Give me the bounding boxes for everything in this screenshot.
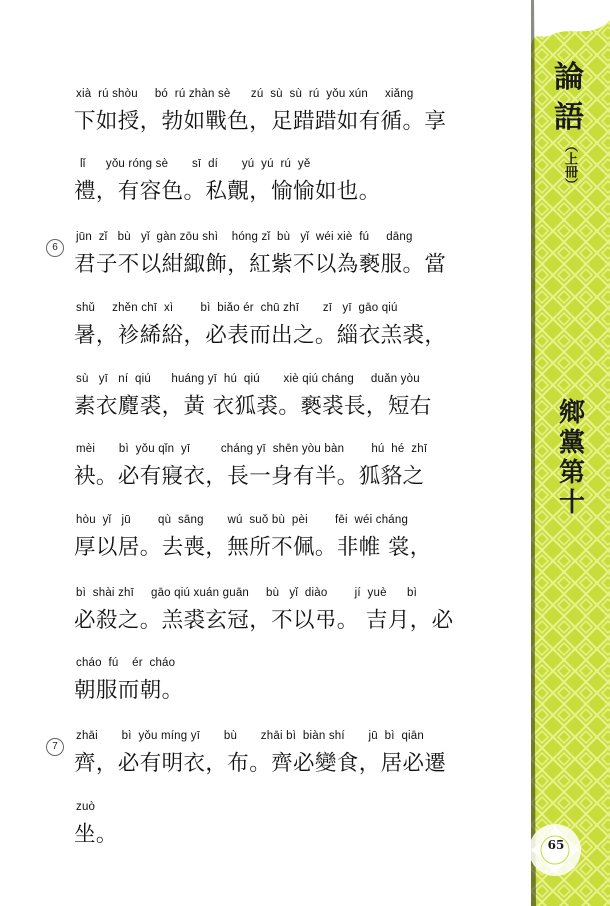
hanzi-line: 袂。必有寢衣，長一身有半。狐貉之 xyxy=(74,464,425,489)
hanzi-line: 厚以居。去喪，無所不佩。非帷 裳， xyxy=(74,535,432,560)
pinyin-line: mèi bì yǒu qǐn yī cháng yī shēn yòu bàn hú hé zhī xyxy=(76,443,428,455)
pinyin-line: shǔ zhěn chī xì bì biǎo ér chū zhī zī yī gāo qiú xyxy=(76,302,398,314)
chapter-char-4: 十 xyxy=(558,488,585,518)
chapter-char-2: 黨 xyxy=(558,428,585,458)
hanzi-line: 素衣麑裘，黃 衣狐裘。褻裘長，短右 xyxy=(74,394,432,419)
pinyin-line: lǐ yǒu róng sè sī dí yú yú rú yě xyxy=(80,158,311,170)
hanzi-line: 必殺之。羔裘玄冠，不以弔。 吉月，必 xyxy=(74,608,454,633)
section-marker-6: 6 xyxy=(46,239,64,257)
pinyin-line: cháo fú ér cháo xyxy=(76,657,176,669)
book-title-char-1: 論 xyxy=(554,60,584,95)
pinyin-line: jūn zǐ bù yǐ gàn zōu shì hóng zǐ bù yǐ wéi xiè fú dāng xyxy=(76,231,413,243)
section-marker-7: 7 xyxy=(46,738,64,756)
chapter-title xyxy=(554,398,590,518)
hanzi-line: 禮，有容色。私覿，愉愉如也。 xyxy=(74,179,381,204)
hanzi-line: 君子不以紺緅飾，紅紫不以為褻服。當 xyxy=(74,252,447,277)
hanzi-line: 暑，袗絺綌，必表而出之。緇衣羔裘， xyxy=(74,323,447,348)
pinyin-line: sù yī ní qiú huáng yī hú qiú xiè qiú cháng duǎn yòu xyxy=(76,373,420,385)
hanzi-line: 坐。 xyxy=(74,822,118,847)
chapter-char-3: 第 xyxy=(558,458,585,488)
hanzi-line: 朝服而朝。 xyxy=(74,678,184,703)
book-title-char-2: 語 xyxy=(554,100,584,135)
pinyin-line: xià rú shòu bó rú zhàn sè zú sù sù rú yǒu xún xiǎng xyxy=(76,88,414,100)
pinyin-line: zuò xyxy=(76,801,96,813)
pinyin-line: bì shài zhī gāo qiú xuán guān bù yǐ diào jí yuè bì xyxy=(76,587,418,599)
page-number: 65 xyxy=(547,838,565,852)
hanzi-line: 下如授，勃如戰色，足踖踖如有循。享 xyxy=(74,109,447,134)
pinyin-line: zhāi bì yǒu míng yī bù zhāi bì biàn shí jū bì qiān xyxy=(76,730,424,742)
hanzi-line: 齊，必有明衣，布。齊必變食，居必遷 xyxy=(74,751,447,776)
pinyin-line: hòu yǐ jū qù sāng wú suǒ bù pèi fēi wéi cháng xyxy=(76,514,409,526)
chapter-char-1: 鄉 xyxy=(558,398,585,428)
volume-label: （上冊） xyxy=(562,139,577,191)
book-title xyxy=(547,58,591,192)
